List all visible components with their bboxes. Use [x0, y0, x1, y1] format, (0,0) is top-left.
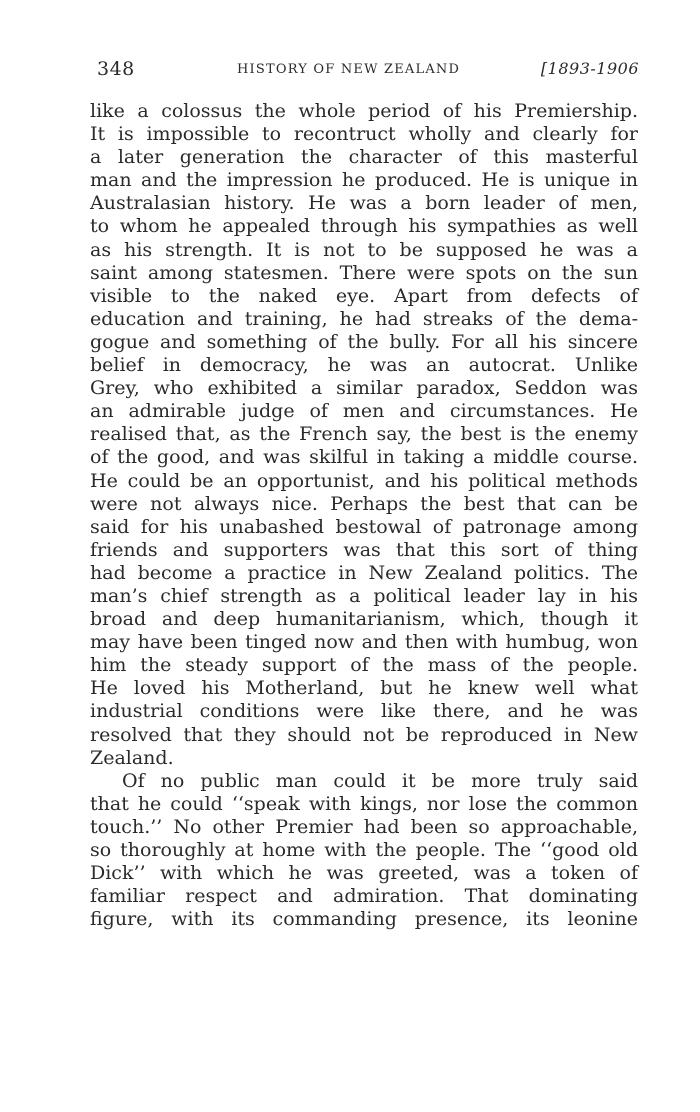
text-line: figure, with its commanding presence, its leonine	[90, 908, 638, 931]
text-line: a later generation the character of this masterful	[90, 146, 638, 169]
text-line: Zealand.	[90, 746, 174, 769]
text-line: Dick’’ with which he was greeted, was a token of	[90, 862, 638, 885]
paragraph-2	[90, 770, 638, 932]
text-line: were not always nice. Perhaps the best that can be	[90, 492, 638, 515]
text-line: gogue and something of the bully. For all his sincere	[90, 330, 638, 353]
date-range: [1893-1906	[540, 59, 639, 78]
text-line: like a colossus the whole period of his Premiership.	[90, 100, 638, 122]
text-line: him the steady support of the mass of the people.	[90, 654, 638, 677]
text-line: broad and deep humanitarianism, which, though it	[90, 608, 638, 631]
text-line: to whom he appealed through his sympathies as well	[90, 215, 638, 238]
text-line: resolved that they should not be reproduced in New	[90, 723, 638, 746]
text-line: so thoroughly at home with the people. The ‘‘good old	[90, 839, 638, 861]
text-line: as his strength. It is not to be supposed he was a	[90, 238, 638, 261]
text-line: Grey, who exhibited a similar paradox, Seddon was	[90, 377, 638, 400]
text-line: education and training, he had streaks of the dema-	[90, 307, 638, 330]
running-title: HISTORY OF NEW ZEALAND	[237, 62, 461, 77]
paragraph-1	[90, 100, 638, 770]
text-line: industrial conditions were like there, and he was	[90, 700, 638, 723]
running-header	[97, 58, 645, 86]
text-line: It is impossible to recontruct wholly and clearly for	[90, 123, 638, 146]
text-line: man’s chief strength as a political leader lay in his	[90, 584, 638, 607]
text-line: He loved his Motherland, but he knew well what	[90, 677, 638, 700]
text-line: belief in democracy, he was an autocrat. Unlike	[90, 354, 638, 377]
text-line: had become a practice in New Zealand politics. The	[90, 561, 638, 584]
page-number: 348	[97, 58, 135, 80]
text-line: said for his unabashed bestowal of patronage among	[90, 515, 638, 538]
text-line: may have been tinged now and then with humbug, won	[90, 631, 638, 654]
text-line: man and the impression he produced. He is unique in	[90, 169, 638, 192]
body-text	[90, 100, 638, 931]
text-line: Australasian history. He was a born leader of men,	[90, 192, 638, 215]
text-line: realised that, as the French say, the best is the enemy	[90, 423, 638, 446]
text-line: an admirable judge of men and circumstances. He	[90, 400, 638, 423]
text-line: visible to the naked eye. Apart from defects of	[90, 284, 638, 307]
text-line: that he could ‘‘speak with kings, nor lose the common	[90, 792, 638, 815]
text-line: friends and supporters was that this sort of thing	[90, 538, 638, 561]
text-line: of the good, and was skilful in taking a middle course.	[90, 446, 638, 469]
text-line: Of no public man could it be more truly said	[122, 769, 638, 792]
text-line: saint among statesmen. There were spots on the sun	[90, 261, 638, 284]
text-line: He could be an opportunist, and his political methods	[90, 469, 638, 492]
text-line: familiar respect and admiration. That dominating	[90, 885, 638, 908]
text-line: touch.’’ No other Premier had been so approachable,	[90, 815, 638, 838]
